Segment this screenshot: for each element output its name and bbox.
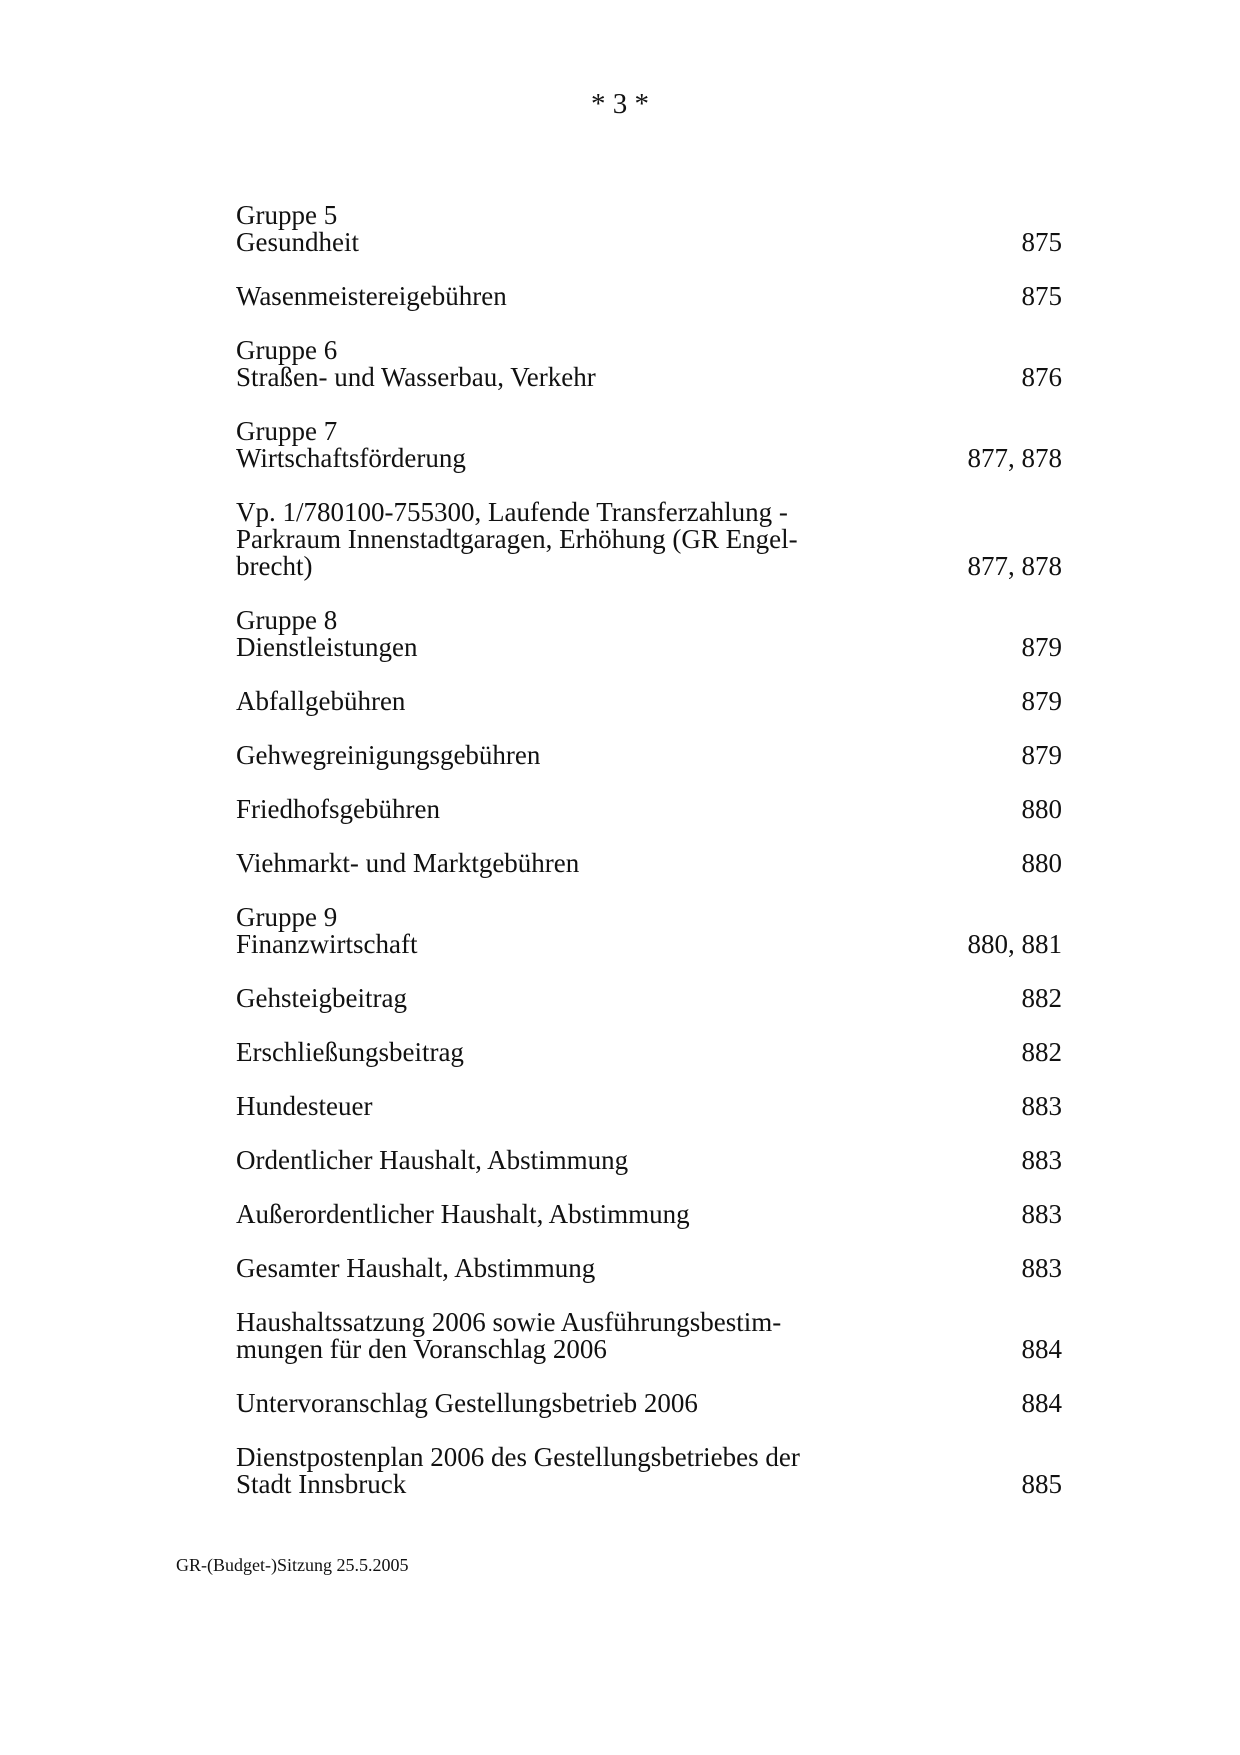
toc-entry-title: Hundesteuer	[236, 1091, 373, 1121]
table-of-contents	[236, 202, 1062, 1525]
toc-entry-title: Gehwegreinigungsgebühren	[236, 740, 541, 770]
toc-entry-title: Außerordentlicher Haushalt, Abstimmung	[236, 1199, 690, 1229]
toc-entry	[236, 202, 1062, 256]
toc-entry-title: Friedhofsgebühren	[236, 794, 440, 824]
page-footer: GR-(Budget-)Sitzung 25.5.2005	[176, 1555, 409, 1575]
toc-entry-page: 883	[1021, 1199, 1062, 1229]
toc-entry-page: 876	[1021, 362, 1062, 392]
toc-entry-title: Gruppe 8 Dienstleistungen	[236, 605, 418, 662]
toc-entry-page: 875	[1021, 281, 1062, 311]
toc-entry-title: Untervoranschlag Gestellungsbetrieb 2006	[236, 1388, 698, 1418]
toc-entry	[236, 607, 1062, 661]
toc-entry-page: 880	[1021, 794, 1062, 824]
toc-entry	[236, 1444, 1062, 1498]
toc-entry-page: 880	[1021, 848, 1062, 878]
toc-entry	[236, 1201, 1062, 1228]
toc-entry-page: 883	[1021, 1091, 1062, 1121]
toc-entry-title: Gruppe 9 Finanzwirtschaft	[236, 902, 418, 959]
toc-entry-title: Gesamter Haushalt, Abstimmung	[236, 1253, 596, 1283]
toc-entry	[236, 904, 1062, 958]
toc-entry-title: Haushaltssatzung 2006 sowie Ausführungsbestim- mungen für den Voranschlag 2006	[236, 1307, 782, 1364]
toc-entry	[236, 1093, 1062, 1120]
toc-entry-title: Gehsteigbeitrag	[236, 983, 407, 1013]
toc-entry-page: 875	[1021, 227, 1062, 257]
toc-entry-page: 877, 878	[967, 551, 1062, 581]
toc-entry-title: Dienstpostenplan 2006 des Gestellungsbetriebes der Stadt Innsbruck	[236, 1442, 800, 1499]
toc-entry-page: 879	[1021, 740, 1062, 770]
toc-entry-title: Erschließungsbeitrag	[236, 1037, 464, 1067]
toc-entry	[236, 418, 1062, 472]
toc-entry-page: 877, 878	[967, 443, 1062, 473]
toc-entry	[236, 283, 1062, 310]
toc-entry-title: Abfallgebühren	[236, 686, 406, 716]
toc-entry-title: Ordentlicher Haushalt, Abstimmung	[236, 1145, 629, 1175]
toc-entry-page: 884	[1021, 1334, 1062, 1364]
toc-entry	[236, 499, 1062, 580]
toc-entry-title: Wasenmeistereigebühren	[236, 281, 507, 311]
toc-entry	[236, 688, 1062, 715]
toc-entry-title: Gruppe 6 Straßen- und Wasserbau, Verkehr	[236, 335, 596, 392]
toc-entry	[236, 1147, 1062, 1174]
toc-entry-page: 880, 881	[967, 929, 1062, 959]
toc-entry	[236, 1390, 1062, 1417]
toc-entry-page: 879	[1021, 632, 1062, 662]
toc-entry-page: 879	[1021, 686, 1062, 716]
toc-entry-title: Viehmarkt- und Marktgebühren	[236, 848, 580, 878]
toc-entry-page: 882	[1021, 983, 1062, 1013]
toc-entry-page: 884	[1021, 1388, 1062, 1418]
toc-entry-title: Gruppe 5 Gesundheit	[236, 200, 359, 257]
toc-entry-page: 882	[1021, 1037, 1062, 1067]
toc-entry	[236, 742, 1062, 769]
toc-entry-page: 883	[1021, 1145, 1062, 1175]
toc-entry	[236, 1255, 1062, 1282]
toc-entry-page: 883	[1021, 1253, 1062, 1283]
page-number: * 3 *	[591, 88, 649, 120]
toc-entry	[236, 796, 1062, 823]
toc-entry	[236, 985, 1062, 1012]
toc-entry-title: Gruppe 7 Wirtschaftsförderung	[236, 416, 466, 473]
toc-entry	[236, 850, 1062, 877]
toc-entry-page: 885	[1021, 1469, 1062, 1499]
toc-entry	[236, 1039, 1062, 1066]
toc-entry	[236, 1309, 1062, 1363]
toc-entry	[236, 337, 1062, 391]
toc-entry-title: Vp. 1/780100-755300, Laufende Transferzahlung - Parkraum Innenstadtgaragen, Erhöhung (GR Engel- brecht)	[236, 497, 798, 581]
